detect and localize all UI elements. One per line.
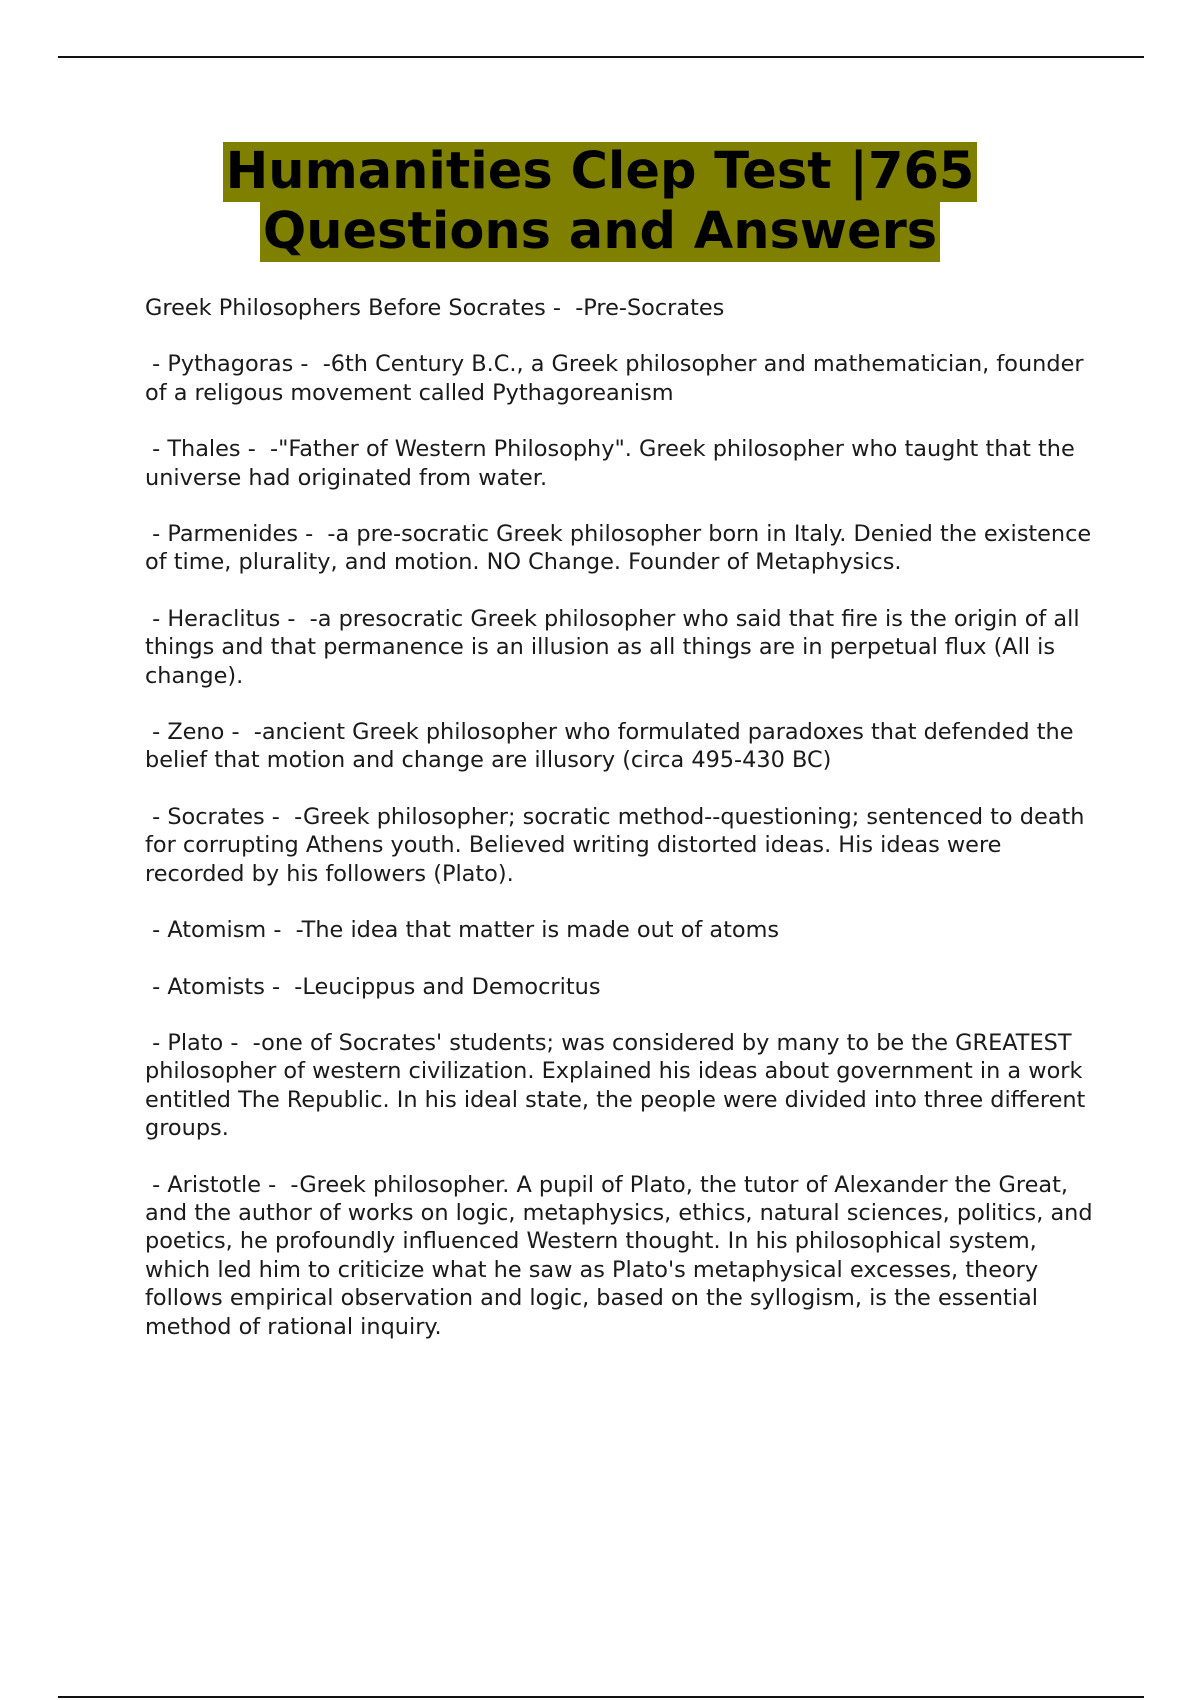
qa-entry-plato: - Plato - -one of Socrates' students; was considered by many to be the GREATEST philosopher of western civilization. Explained his ideas about government in a work entitled The Republic. In his ideal state, the people were divided into three different groups. bbox=[145, 1029, 1093, 1142]
qa-entry-socrates: - Socrates - -Greek philosopher; socratic method--questioning; sentenced to death for corrupting Athens youth. Believed writing distorted ideas. His ideas were recorded by his followers (Plato). bbox=[145, 803, 1092, 887]
qa-entry-parmenides: - Parmenides - -a pre-socratic Greek philosopher born in Italy. Denied the existence of time, plurality, and motion. NO Change. Founder of Metaphysics. bbox=[145, 521, 1099, 576]
qa-entry-pre-socrates: Greek Philosophers Before Socrates - -Pre-Socrates bbox=[145, 295, 725, 321]
qa-entry-pythagoras: - Pythagoras - -6th Century B.C., a Greek philosopher and mathematician, founder of a religous movement called Pythagoreanism bbox=[145, 351, 1091, 406]
bottom-rule bbox=[58, 1696, 1144, 1698]
qa-entry-atomism: - Atomism - -The idea that matter is made out of atoms bbox=[145, 917, 780, 944]
qa-entry-aristotle: - Aristotle - -Greek philosopher. A pupil of Plato, the tutor of Alexander the Great, and the author of works on logic, metaphysics, ethics, natural sciences, politics, and poetics, he profoundly influenced Western thought. In his philosophical system, which led him to criticize what he saw as Plato's metaphysical excesses, theory follows empirical observation and logic, based on the syllogism, is the essential method of rational inquiry. bbox=[145, 1171, 1100, 1340]
qa-entry-thales: - Thales - -"Father of Western Philosophy". Greek philosopher who taught that the universe had originated from water. bbox=[145, 436, 1082, 491]
qa-entry-atomists: - Atomists - -Leucippus and Democritus bbox=[145, 973, 601, 1000]
qa-list bbox=[145, 294, 1100, 1369]
top-rule bbox=[58, 56, 1144, 58]
title-line-1: Humanities Clep Test |765 bbox=[223, 142, 978, 202]
qa-entry-zeno: - Zeno - -ancient Greek philosopher who formulated paradoxes that defended the belief that motion and change are illusory (circa 495-430 BC) bbox=[145, 719, 1081, 774]
document-title bbox=[0, 142, 1200, 262]
qa-entry-heraclitus: - Heraclitus - -a presocratic Greek philosopher who said that fire is the origin of all things and that permanence is an illusion as all things are in perpetual flux (All is change). bbox=[145, 605, 1087, 689]
title-line-2: Questions and Answers bbox=[260, 202, 940, 262]
